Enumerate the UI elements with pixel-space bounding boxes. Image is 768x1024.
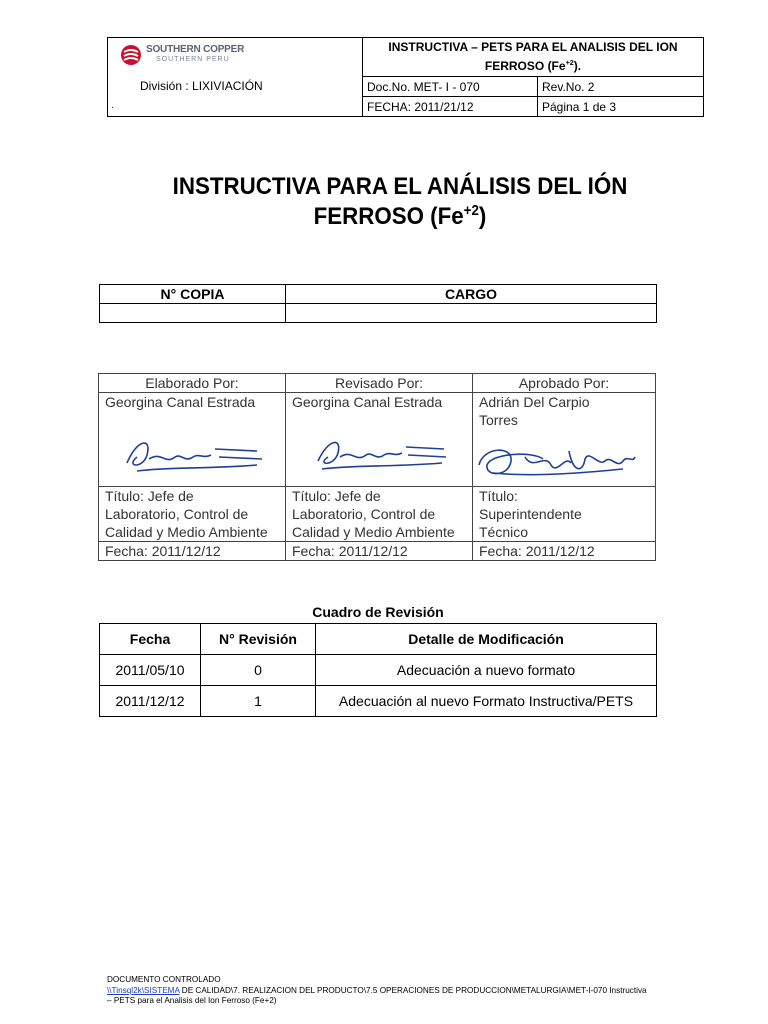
header-title (363, 38, 704, 77)
aprobado-signature-icon (473, 443, 638, 485)
page-footer (107, 975, 707, 1007)
elaborado-title-line1: Título: Jefe de (105, 487, 194, 504)
elaborado-signature-icon (107, 429, 272, 479)
page-title-line2 (102, 202, 697, 232)
revision-number-cell: 1 (201, 686, 316, 717)
elaborado-name: Georgina Canal Estrada (105, 394, 256, 411)
aprobado-name-2: Torres (479, 412, 518, 429)
page-title (102, 172, 697, 232)
header-title-line2-end: ). (573, 59, 582, 73)
logo-division-cell (108, 38, 363, 117)
cargo-header: CARGO (286, 285, 657, 304)
aprobado-title-line2: Superintendente (479, 505, 582, 522)
aprobado-name: Adrián Del Carpio (479, 394, 590, 411)
header-date: FECHA: 2011/21/12 (363, 97, 538, 117)
southern-copper-logo-icon (120, 44, 142, 66)
revisado-heading: Revisado Por: (286, 374, 473, 393)
revisado-title-line2: Laboratorio, Control de (292, 505, 436, 522)
dot-mark: . (111, 100, 114, 111)
header-title-line2: FERROSO (Fe (484, 59, 566, 73)
revision-number-cell: 0 (201, 655, 316, 686)
aprobado-title-line1: Título: (479, 487, 518, 504)
cargo-cell (286, 304, 657, 323)
document-header-table (107, 37, 704, 117)
revision-detail-cell: Adecuación a nuevo formato (316, 655, 657, 686)
footer-controlled-label: DOCUMENTO CONTROLADO (107, 975, 221, 984)
footer-path (107, 986, 707, 997)
company-subname: SOUTHERN PERU (156, 56, 230, 63)
revision-header-numero: N° Revisión (201, 624, 316, 655)
revisado-name-cell (286, 393, 473, 487)
aprobado-title-line3: Técnico (479, 523, 529, 540)
doc-number: Doc.No. MET- I - 070 (363, 77, 538, 97)
company-logo (120, 44, 244, 66)
revision-header-detalle: Detalle de Modificación (316, 624, 657, 655)
revision-header-fecha: Fecha (100, 624, 201, 655)
table-row (100, 655, 657, 686)
division-label: División : LIXIVIACIÓN (140, 79, 263, 93)
revision-detail-cell: Adecuación al nuevo Formato Instructiva/PETS (316, 686, 657, 717)
revisado-title-line3: Calidad y Medio Ambiente (292, 523, 455, 540)
elaborado-title-line3: Calidad y Medio Ambiente (105, 523, 268, 540)
copy-table (99, 284, 657, 323)
elaborado-name-cell (99, 393, 286, 487)
revisado-date: Fecha: 2011/12/12 (286, 541, 473, 560)
elaborado-date: Fecha: 2011/12/12 (99, 541, 286, 560)
footer-doc-name: – PETS para el Analisis del Ion Ferroso (Fe+2) (107, 996, 277, 1005)
page-title-line2-text: FERROSO (Fe (313, 203, 464, 230)
revision-caption: Cuadro de Revisión (312, 604, 444, 620)
page-title-line2-end: ) (478, 203, 487, 230)
page-title-line1: INSTRUCTIVA PARA EL ANÁLISIS DEL IÓN (172, 173, 628, 200)
revision-table (99, 623, 657, 717)
company-name: SOUTHERN COPPER (146, 44, 245, 55)
aprobado-heading: Aprobado Por: (473, 374, 656, 393)
revisado-signature-icon (294, 429, 459, 479)
revision-date-cell: 2011/05/10 (100, 655, 201, 686)
copy-number-header: N° COPIA (100, 285, 286, 304)
footer-path-rest: DE CALIDAD\7. REALIZACION DEL PRODUCTO\7.5 OPERACIONES DE PRODUCCION\METALURGIA\MET-I-070 Instructiva (179, 985, 647, 995)
revisado-title (286, 486, 473, 541)
elaborado-title-line2: Laboratorio, Control de (105, 505, 249, 522)
elaborado-heading: Elaborado Por: (99, 374, 286, 393)
header-title-sup: +2 (565, 58, 574, 67)
revision-date-cell: 2011/12/12 (100, 686, 201, 717)
page-title-sup: +2 (463, 203, 479, 219)
table-row (100, 686, 657, 717)
copy-number-cell (100, 304, 286, 323)
aprobado-date: Fecha: 2011/12/12 (473, 541, 656, 560)
aprobado-title (473, 486, 656, 541)
revisado-title-line1: Título: Jefe de (292, 487, 381, 504)
revision-number: Rev.No. 2 (538, 77, 704, 97)
header-title-line1: INSTRUCTIVA – PETS PARA EL ANALISIS DEL ION (388, 40, 678, 54)
aprobado-name-cell (473, 393, 656, 487)
signature-table (98, 373, 656, 561)
page-indicator: Página 1 de 3 (538, 97, 704, 117)
footer-path-link[interactable]: \\Tinsql2k\SISTEMA (107, 985, 180, 995)
elaborado-title (99, 486, 286, 541)
revisado-name: Georgina Canal Estrada (292, 394, 443, 411)
